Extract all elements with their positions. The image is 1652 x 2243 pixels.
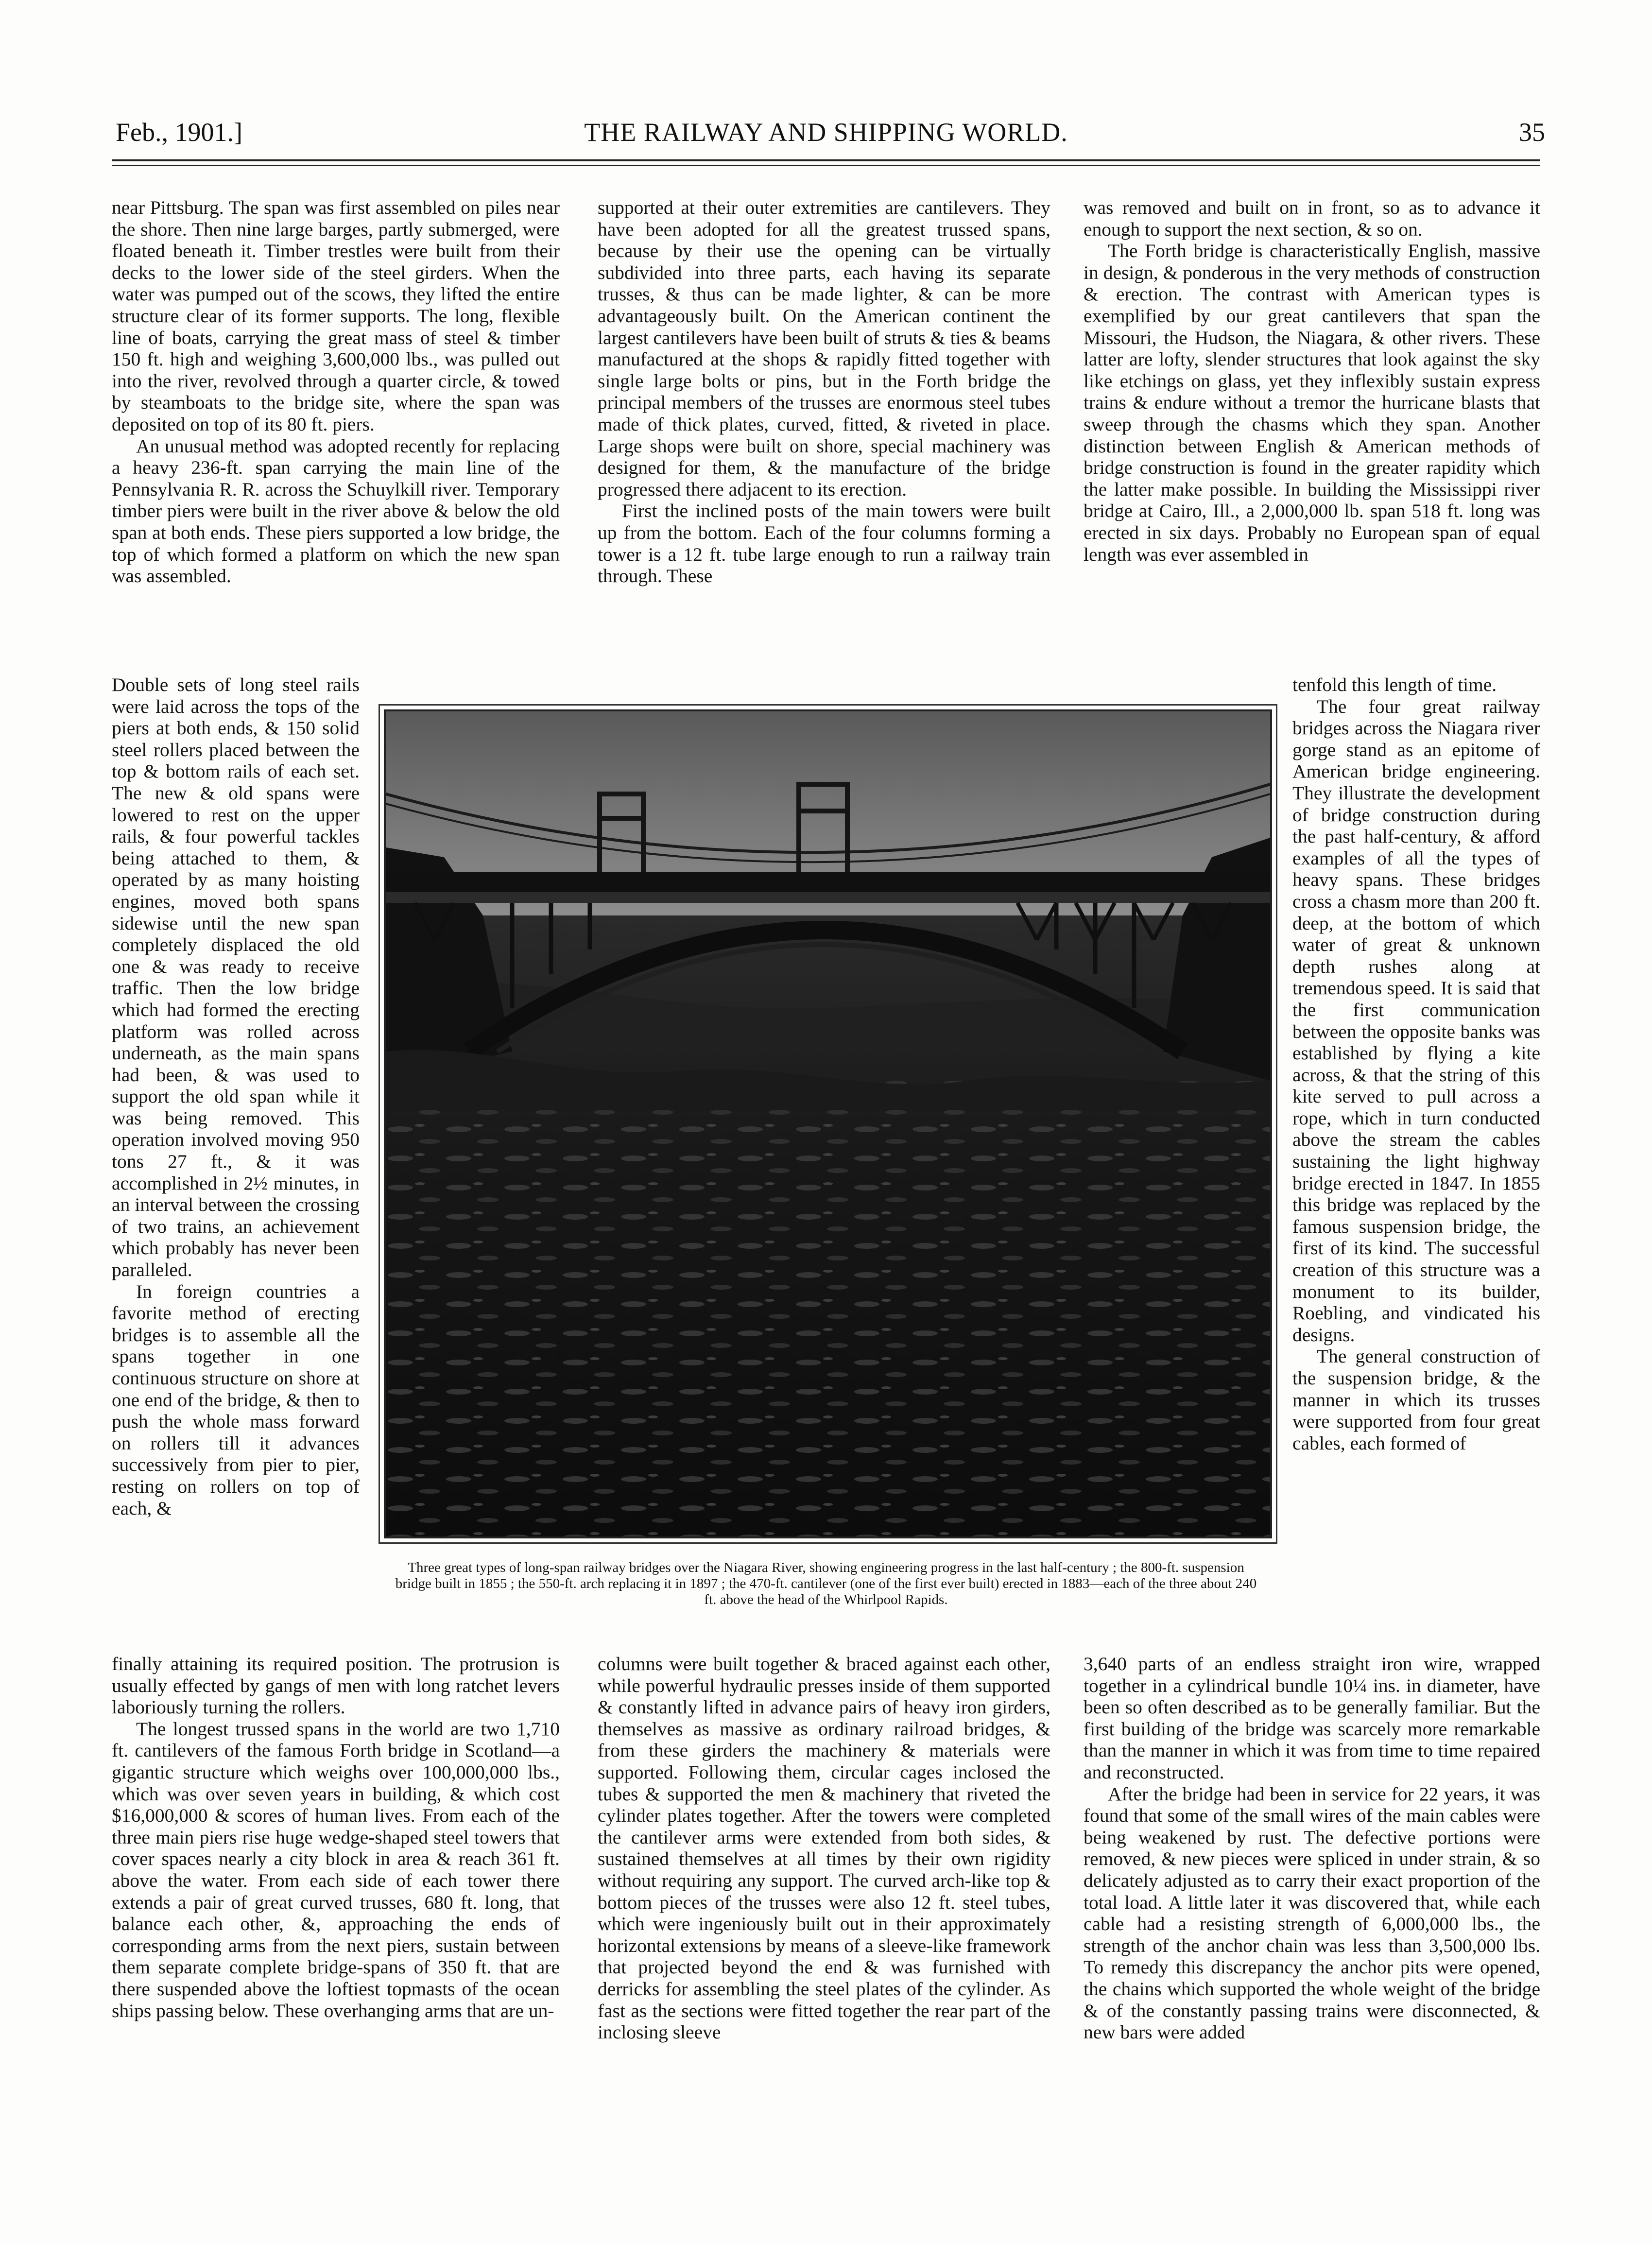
publication-title: THE RAILWAY AND SHIPPING WORLD. (584, 118, 1068, 147)
paragraph: The four great railway bridges across the Niagara river gorge stand as an epitome of American bridge engineering. They illustrate the development of bridge construction during the past half-century, & afford examples of all the types of heavy spans. These bridges cross a chasm more than 200 ft. deep, at the bottom of which water of great & unknown depth rushes along at tremendous speed. It is said that the first communication between the opposite banks was established by flying a kite across, & that the string of this kite served to pull across a rope, which in turn conducted above the stream the cables sustaining the light highway bridge erected in 1847. In 1855 this bridge was replaced by the famous suspension bridge, the first of its kind. The successful creation of this structure was a monument to its builder, Roebling, and vindicated his designs. (1292, 695, 1540, 1346)
paragraph: After the bridge had been in service for 22 years, it was found that some of the small wires of the main cables were being weakened by rust. The defective portions were removed, & new pieces were spliced in under strain, & so delicately adjusted as to carry their exact proportion of the total load. A little later it was discovered that, while each cable had a resisting strength of 6,000,000 lbs., the strength of the anchor chain was less than 3,500,000 lbs. To remedy this discrepancy the anchor pits were opened, the chains which supported the whole weight of the bridge & of the constantly passing trains were disconnected, & new bars were added (1084, 1783, 1540, 2043)
column-1-bottom (112, 1653, 560, 2021)
paragraph: supported at their outer extremities are cantilevers. They have been adopted for all the greatest trussed spans, because by their use the opening can be virtually subdivided into three parts, each having its separate trusses, & thus can be made lighter, & can be more advantageously built. On the American continent the largest cantilevers have been built of struts & ties & beams manufactured at the shops & rapidly fitted together with single large bolts or pins, but in the Forth bridge the principal members of the trusses are enormous steel tubes made of thick plates, curved, fitted, & riveted in place. Large shops were built on shore, special machinery was designed for them, & the manufacture of the bridge progressed there adjacent to its erection. (598, 197, 1050, 500)
paragraph: The longest trussed spans in the world are two 1,710 ft. cantilevers of the famous Forth bridge in Scotland—a gigantic structure which weighs over 100,000,000 lbs., which was over seven years in building, & which cost $16,000,000 & scores of human lives. From each of the three main piers rise huge wedge-shaped steel towers that cover spaces nearly a city block in area & reach 361 ft. above the water. From each side of each tower there extends a pair of great curved trusses, 680 ft. long, that balance each other, &, approaching the ends of corresponding arms from the next piers, sustain between them separate complete bridge-spans of 350 ft. that are there suspended above the loftiest topmasts of the ocean ships passing below. These overhanging arms that are un- (112, 1718, 560, 2021)
paragraph: columns were built together & braced against each other, while powerful hydraulic presses inside of them supported & constantly lifted in advance pairs of heavy iron girders, themselves as massive as ordinary railroad bridges, & from these girders the machinery & materials were supported. Following them, circular cages inclosed the tubes & supported the men & machinery that riveted the cylinder plates together. After the towers were completed the cantilever arms were extended from both sides, & sustained themselves at all times by their own rigidity without requiring any support. The curved arch-like top & bottom pieces of the trusses were also 12 ft. steel tubes, which were ingeniously built out in their approximately horizontal extensions by means of a sleeve-like framework that projected beyond the end & was furnished with derricks for assembling the steel plates of the cylinder. As fast as the sections were fitted together the rear part of the inclosing sleeve (598, 1653, 1050, 2043)
page-number: 35 (1519, 118, 1545, 147)
paragraph: In foreign countries a favorite method of erecting bridges is to assemble all the spans together in one continuous structure on shore at one end of the bridge, & then to push the whole mass forward on rollers till it advances successively from pier to pier, resting on rollers on top of each, & (112, 1280, 360, 1519)
column-2-top (598, 197, 1050, 587)
header-rule (112, 159, 1540, 161)
paragraph: 3,640 parts of an endless straight iron wire, wrapped together in a cylindrical bundle 10¼ ins. in diameter, have been so often described as to be generally familiar. But the first building of the bridge was scarcely more remarkable than the manner in which it was from time to time repaired and reconstructed. (1084, 1653, 1540, 1783)
rapids-foam (386, 1081, 1270, 1536)
paragraph: Double sets of long steel rails were laid across the tops of the piers at both ends, & 150 solid steel rollers placed between the top & bottom rails of each set. The new & old spans were lowered to rest on the upper rails, & four powerful tackles being attached to them, & operated by as many hoisting engines, moved both spans sidewise until the new span completely displaced the old one & was ready to receive traffic. Then the low bridge which had formed the erecting platform was rolled across underneath, as the main spans had been, & was used to support the old span while it was being removed. This operation involved moving 950 tons 27 ft., & it was accomplished in 2½ minutes, in an interval between the crossing of two trains, an achievement which probably has never been paralleled. (112, 674, 360, 1281)
niagara-bridges-photo (386, 711, 1270, 1536)
column-3-top (1084, 197, 1540, 565)
column-2-bottom (598, 1653, 1050, 2043)
photo-caption: Three great types of long-span railway bridges over the Niagara River, showing engineering progress in the last half-century ; the 800-ft. suspension bridge built in 1855 ; the 550-ft. arch replacing it in 1897 ; the 470-ft. cantilever (one of the first ever built) erected in 1883—each of the three about 240 ft. above the head of the Whirlpool Rapids. (395, 1560, 1257, 1607)
column-1-narrow (112, 674, 360, 1519)
issue-date: Feb., 1901.] (116, 118, 242, 147)
column-1-top (112, 197, 560, 587)
paragraph: near Pittsburg. The span was first assembled on piles near the shore. Then nine large barges, partly submerged, were floated beneath it. Timber trestles were built from their decks to the lower side of the steel girders. When the water was pumped out of the scows, they lifted the entire structure clear of its former supports. The long, flexible line of boats, carrying the great mass of steel & timber 150 ft. high and weighing 3,600,000 lbs., was pulled out into the river, revolved through a quarter circle, & towed by steamboats to the bridge site, where the span was deposited on top of its 80 ft. piers. (112, 197, 560, 435)
bridge-deck-lower (386, 892, 1270, 903)
header-rule-thin (112, 165, 1540, 166)
column-3-narrow (1292, 674, 1540, 1454)
paragraph: An unusual method was adopted recently for replacing a heavy 236-ft. span carrying the main line of the Pennsylvania R. R. across the Schuylkill river. Temporary timber piers were built in the river above & below the old span at both ends. These piers supported a low bridge, the top of which formed a platform on which the new span was assembled. (112, 435, 560, 587)
paragraph: was removed and built on in front, so as to advance it enough to support the next section, & so on. (1084, 197, 1540, 240)
paragraph: finally attaining its required position. The protrusion is usually effected by gangs of men with long ratchet levers laboriously turning the rollers. (112, 1653, 560, 1718)
paragraph: First the inclined posts of the main towers were built up from the bottom. Each of the four columns forming a tower is a 12 ft. tube large enough to run a railway train through. These (598, 500, 1050, 587)
bridge-deck (386, 872, 1270, 892)
paragraph: The Forth bridge is characteristically English, massive in design, & ponderous in the very methods of construction & erection. The contrast with American types is exemplified by our great cantilevers that span the Missouri, the Hudson, the Niagara, & other rivers. These latter are lofty, slender structures that look against the sky like etchings on glass, yet they inflexibly sustain express trains & endure without a tremor the hurricane blasts that sweep through the chasms which they span. Another distinction between English & American methods of bridge construction is found in the greater rapidity which the latter make possible. In building the Mississippi river bridge at Cairo, Ill., a 2,000,000 lb. span 518 ft. long was erected in six days. Probably no European span of equal length was ever assembled in (1084, 240, 1540, 565)
column-3-bottom (1084, 1653, 1540, 2043)
bridge-photograph (384, 709, 1272, 1538)
paragraph: The general construction of the suspension bridge, & the manner in which its trusses were supported from four great cables, each formed of (1292, 1346, 1540, 1454)
paragraph: tenfold this length of time. (1292, 674, 1497, 695)
